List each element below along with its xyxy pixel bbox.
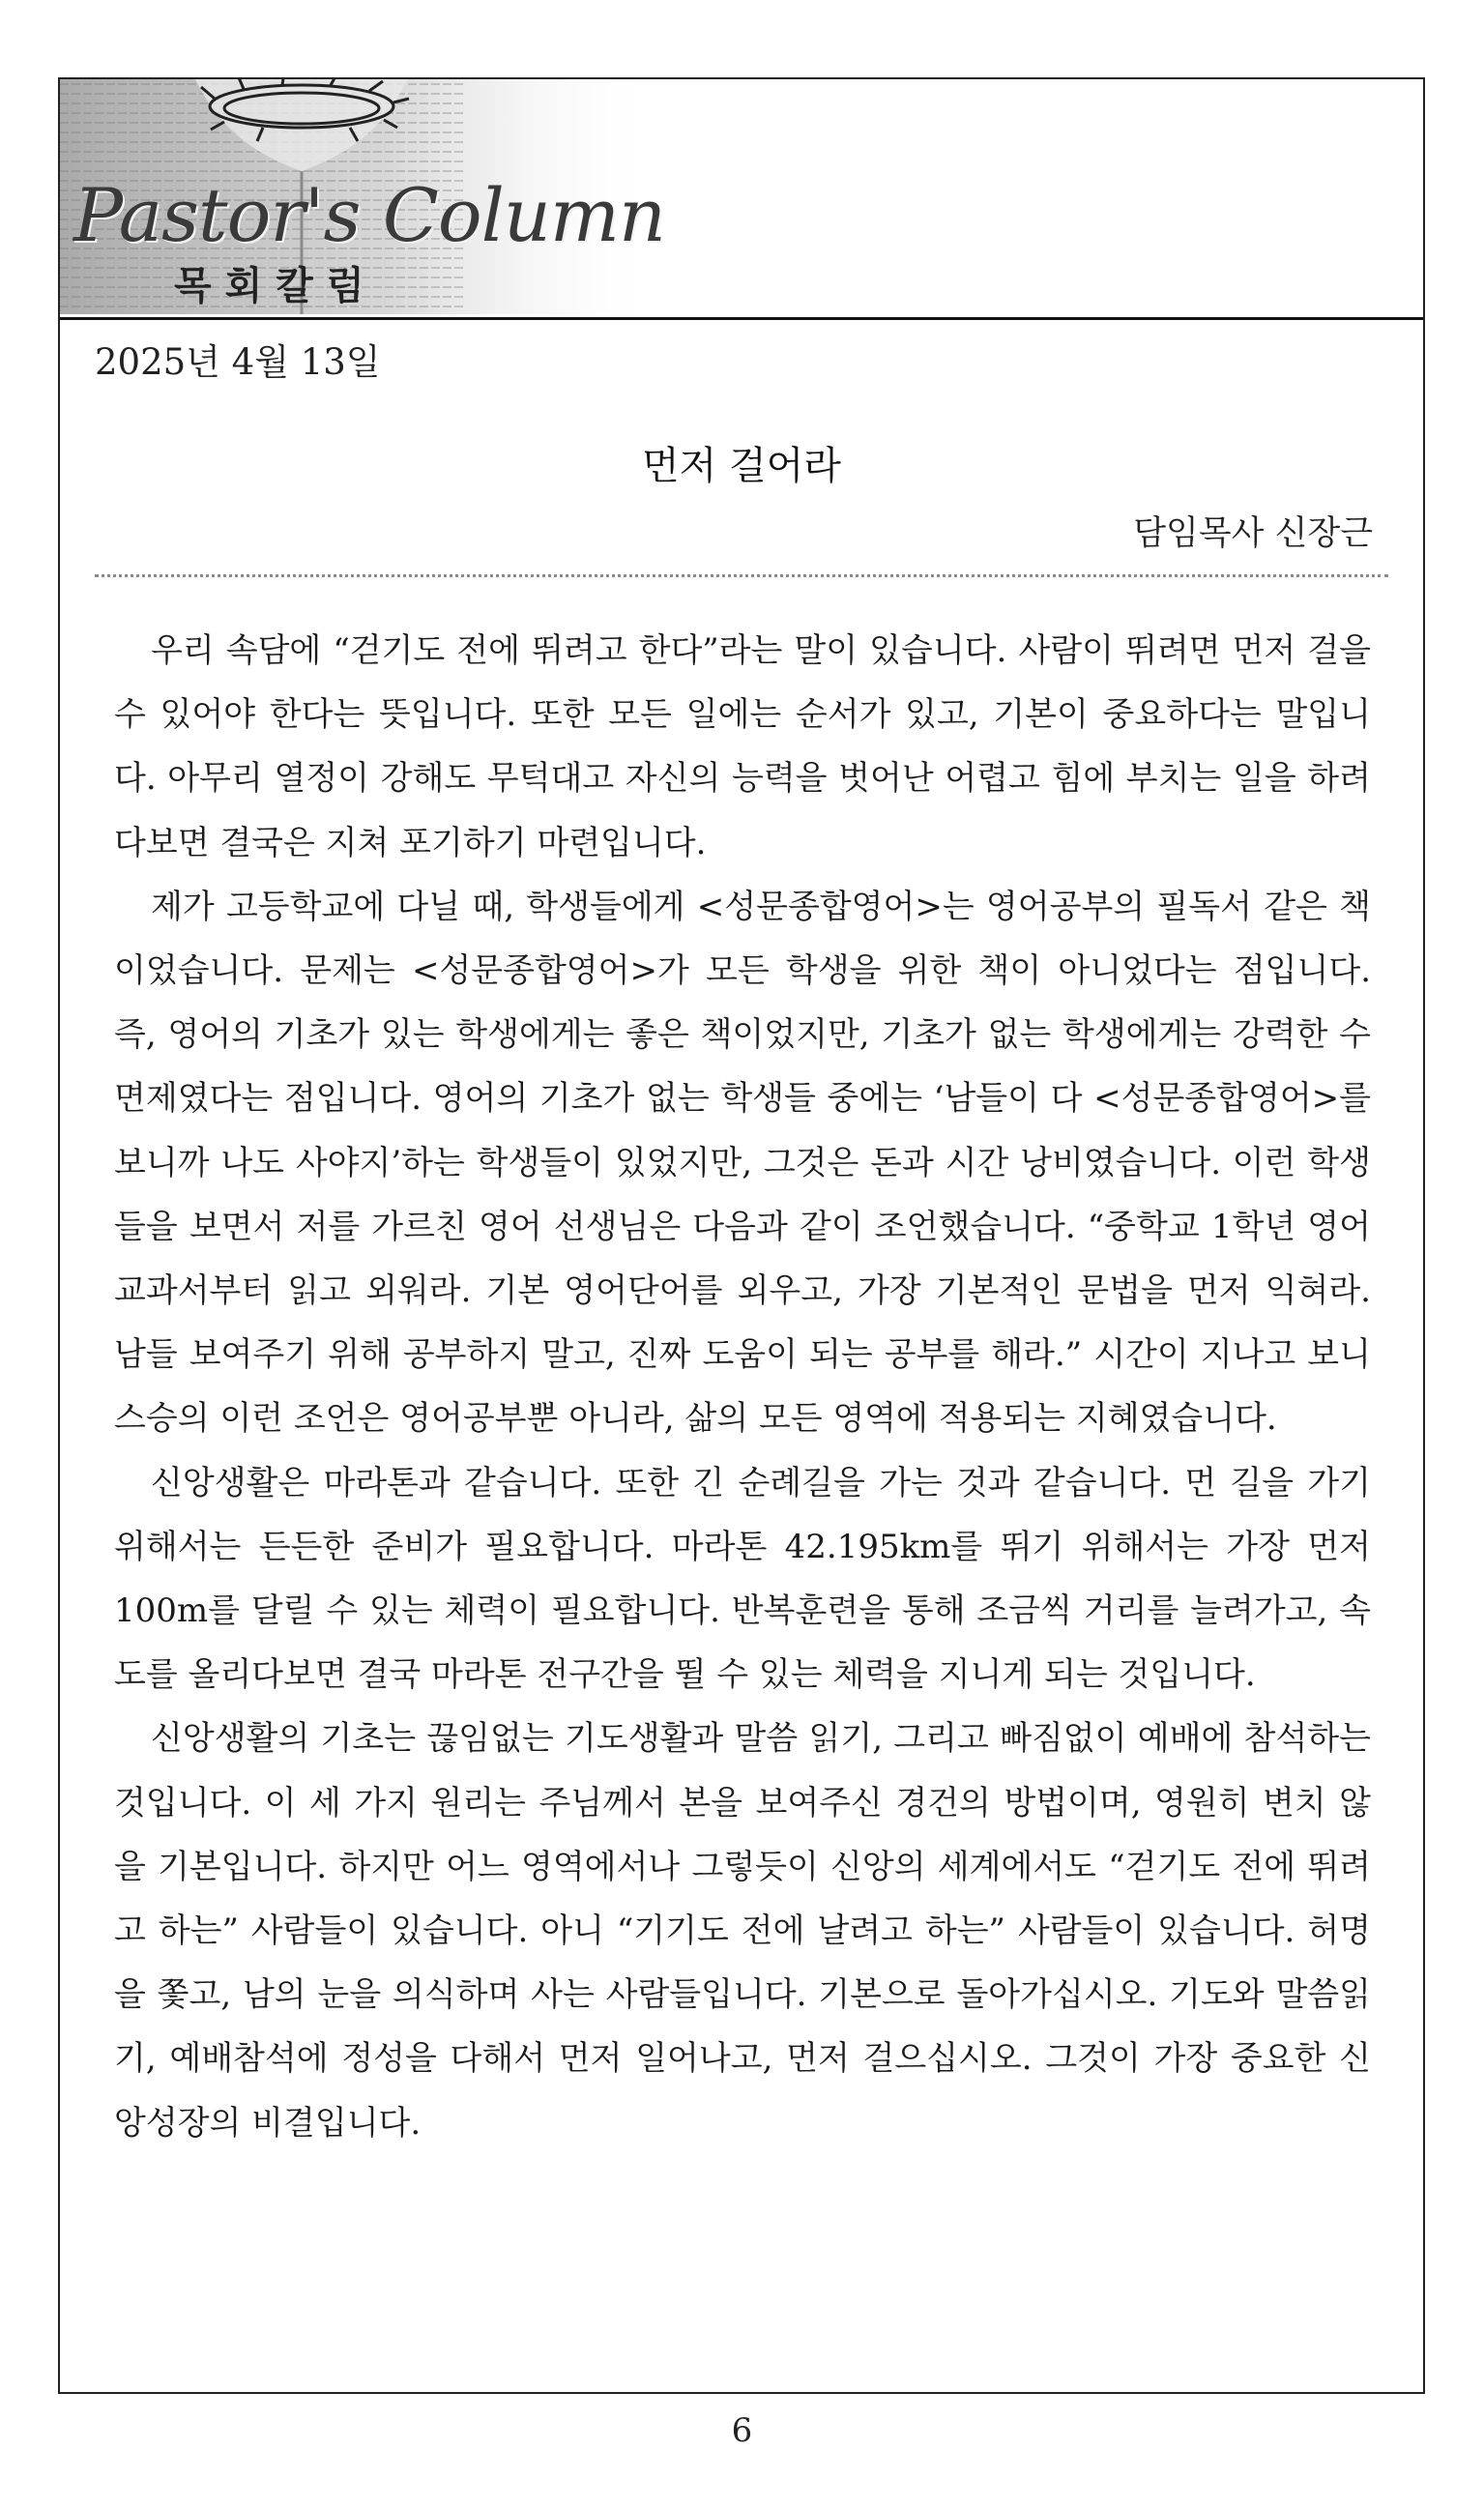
column-header <box>60 79 1423 320</box>
banner-title: Pastor's Column <box>73 172 665 258</box>
banner-subtitle: 목회칼럼 <box>174 264 378 308</box>
paragraph: 신앙생활은 마라톤과 같습니다. 또한 긴 순례길을 가는 것과 같습니다. 먼 길을 가기 위해서는 든든한 준비가 필요합니다. 마라톤 42.195km를 뛰기 위해서는 가장 먼저 100m를 달릴 수 있는 체력이 필요합니다. 반복훈련을 통해 조금씩 거리를 늘려가고, 속도를 올리다보면 결국 마라톤 전구간을 뛸 수 있는 체력을 지니게 되는 것입니다. <box>114 1463 1371 1695</box>
paragraph: 우리 속담에 “걷기도 전에 뛰려고 한다”라는 말이 있습니다. 사람이 뛰려면 먼저 걸을 수 있어야 한다는 뜻입니다. 또한 모든 일에는 순서가 있고, 기본이 중요하다는 말입니다. 아무리 열정이 강해도 무턱대고 자신의 능력을 벗어난 어렵고 힘에 부치는 일을 하려다보면 결국은 지쳐 포기하기 마련입니다. <box>114 631 1371 862</box>
paragraph: 제가 고등학교에 다닐 때, 학생들에게 <성문종합영어>는 영어공부의 필독서 같은 책이었습니다. 문제는 <성문종합영어>가 모든 학생을 위한 책이 아니었다는 점입니다. 즉, 영어의 기초가 있는 학생에게는 좋은 책이었지만, 기초가 없는 학생에게는 강력한 수면제였다는 점입니다. 영어의 기초가 없는 학생들 중에는 ‘남들이 다 <성문종합영어>를 보니까 나도 사야지’하는 학생들이 있었지만, 그것은 돈과 시간 낭비였습니다. 이런 학생들을 보면서 저를 가르친 영어 선생님은 다음과 같이 조언했습니다. “중학교 1학년 영어교과서부터 읽고 외워라. 기본 영어단어를 외우고, 가장 기본적인 문법을 먼저 익혀라. 남들 보여주기 위해 공부하지 말고, 진짜 도움이 되는 공부를 해라.” 시간이 지나고 보니 스승의 이런 조언은 영어공부뿐 아니라, 삶의 모든 영역에 적용되는 지혜였습니다. <box>114 887 1371 1439</box>
column-frame <box>58 77 1425 2394</box>
column-author: 담임목사 신장근 <box>1133 514 1373 553</box>
column-title: 먼저 걸어라 <box>642 444 841 488</box>
dotted-divider <box>95 574 1388 577</box>
column-date: 2025년 4월 13일 <box>95 341 381 383</box>
paragraph: 신앙생활의 기초는 끊임없는 기도생활과 말씀 읽기, 그리고 빠짐없이 예배에 참석하는 것입니다. 이 세 가지 원리는 주님께서 본을 보여주신 경건의 방법이며, 영원히 변치 않을 기본입니다. 하지만 어느 영역에서나 그렇듯이 신앙의 세계에서도 “걷기도 전에 뛰려고 하는” 사람들이 있습니다. 아니 “기기도 전에 날려고 하는” 사람들이 있습니다. 허명을 쫓고, 남의 눈을 의식하며 사는 사람들입니다. 기본으로 돌아가십시오. 기도와 말씀읽기, 예배참석에 정성을 다해서 먼저 일어나고, 먼저 걸으십시오. 그것이 가장 중요한 신앙성장의 비결입니다. <box>114 1719 1371 2143</box>
page-number: 6 <box>731 2411 753 2450</box>
column-body <box>114 619 1371 2155</box>
